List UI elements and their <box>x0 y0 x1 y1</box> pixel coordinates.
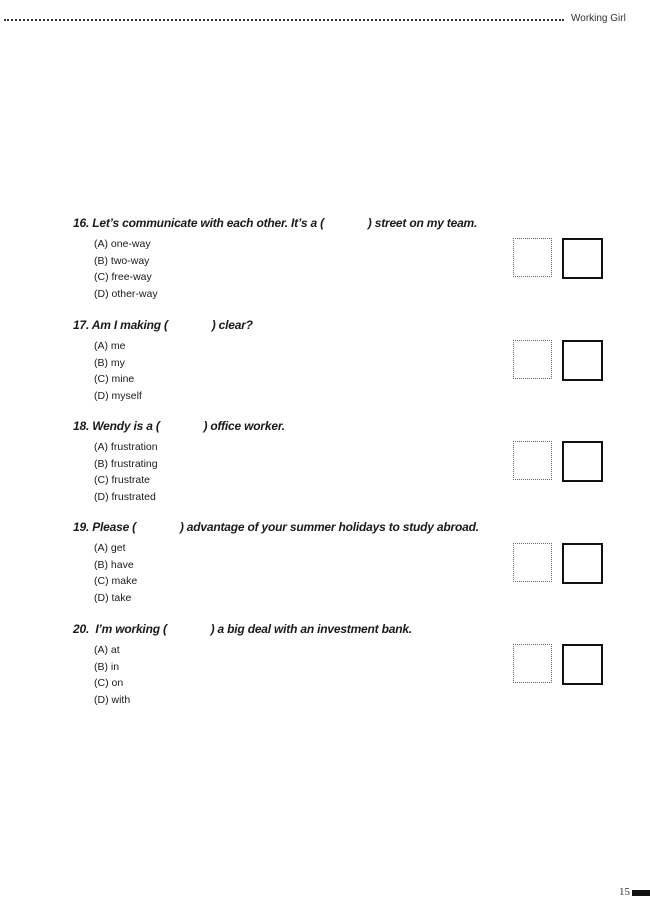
first-answer-box[interactable] <box>513 644 552 683</box>
final-answer-box[interactable] <box>562 644 603 685</box>
first-answer-box[interactable] <box>513 340 552 379</box>
question-stem: 20. I’m working ( ) a big deal with an investment bank. <box>73 622 412 636</box>
option-a[interactable]: (A) get <box>94 542 126 554</box>
option-a[interactable]: (A) one-way <box>94 238 151 250</box>
question-stem: 16. Let’s communicate with each other. It’s a ( ) street on my team. <box>73 216 478 230</box>
option-c[interactable]: (C) free-way <box>94 271 152 283</box>
header-dotted-line <box>4 19 564 21</box>
page-number-bar <box>632 890 650 896</box>
option-c[interactable]: (C) mine <box>94 373 135 385</box>
final-answer-box[interactable] <box>562 441 603 482</box>
option-c[interactable]: (C) make <box>94 575 138 587</box>
question-stem: 18. Wendy is a ( ) office worker. <box>73 419 285 433</box>
option-d[interactable]: (D) take <box>94 591 132 604</box>
option-b[interactable]: (B) two-way <box>94 254 150 267</box>
option-d[interactable]: (D) with <box>94 693 131 706</box>
final-answer-box[interactable] <box>562 238 603 279</box>
option-a[interactable]: (A) at <box>94 644 120 656</box>
header-title: Working Girl <box>571 13 626 24</box>
option-a[interactable]: (A) frustration <box>94 441 158 453</box>
option-b[interactable]: (B) my <box>94 356 125 369</box>
final-answer-box[interactable] <box>562 340 603 381</box>
option-c[interactable]: (C) frustrate <box>94 474 151 486</box>
option-b[interactable]: (B) frustrating <box>94 457 158 470</box>
first-answer-box[interactable] <box>513 238 552 277</box>
first-answer-box[interactable] <box>513 543 552 582</box>
option-b[interactable]: (B) in <box>94 660 120 673</box>
option-d[interactable]: (D) other-way <box>94 287 158 300</box>
first-answer-box[interactable] <box>513 441 552 480</box>
option-d[interactable]: (D) myself <box>94 389 142 402</box>
final-answer-box[interactable] <box>562 543 603 584</box>
option-a[interactable]: (A) me <box>94 340 126 352</box>
option-d[interactable]: (D) frustrated <box>94 490 156 503</box>
option-c[interactable]: (C) on <box>94 677 124 689</box>
question-stem: 19. Please ( ) advantage of your summer holidays to study abroad. <box>73 520 479 534</box>
option-b[interactable]: (B) have <box>94 558 134 571</box>
page-number: 15 <box>619 886 630 898</box>
question-stem: 17. Am I making ( ) clear? <box>73 318 253 332</box>
